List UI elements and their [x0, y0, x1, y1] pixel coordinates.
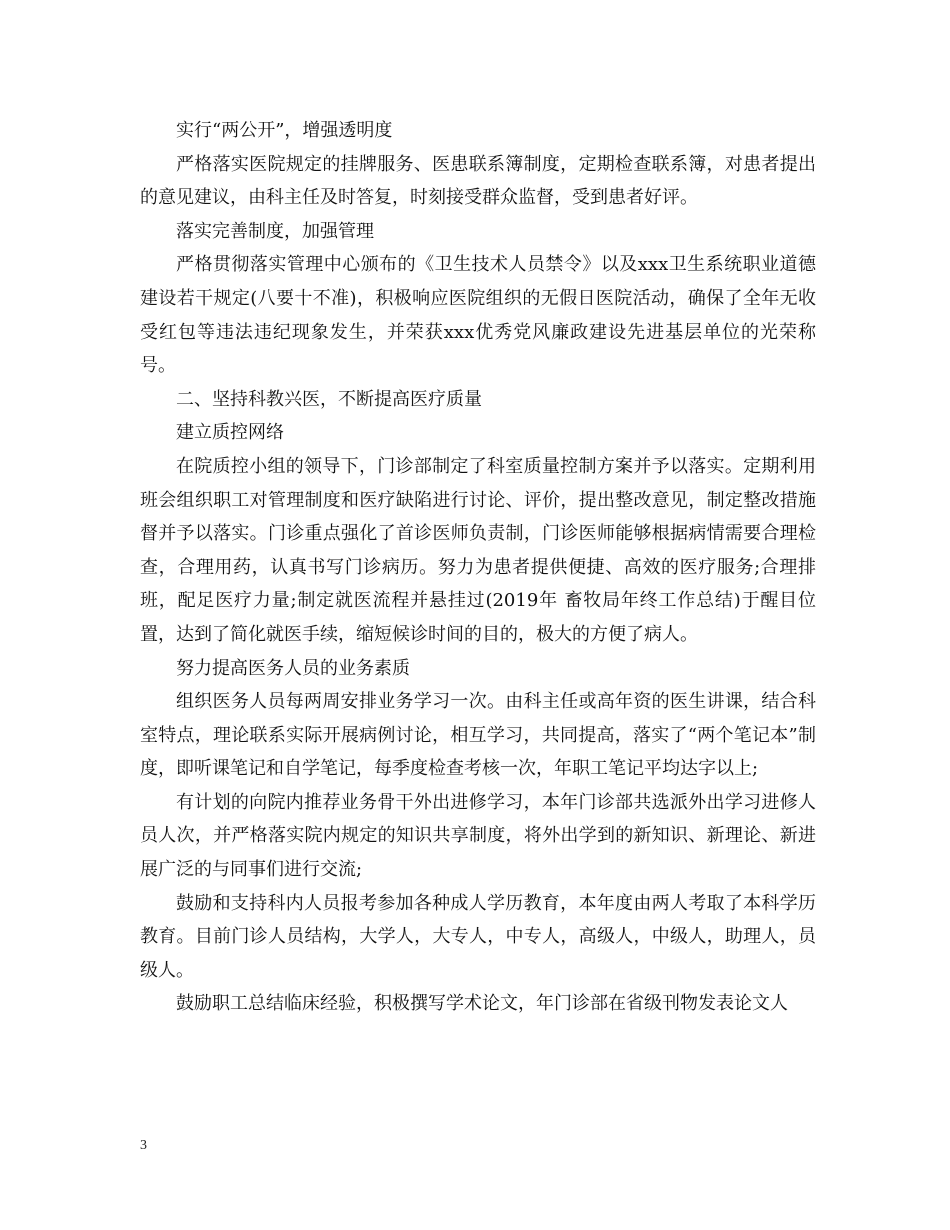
page-body	[140, 114, 816, 1021]
paragraph-academic-papers: 鼓励职工总结临床经验，积极撰写学术论文，年门诊部在省级刊物发表论文人	[176, 993, 788, 1015]
paragraph-adult-education: 鼓励和支持科内人员报考参加各种成人学历教育，本年度由两人考取了本科学历教育。目前门诊人员结构，大学人，大专人，中专人，高级人，中级人，助理人，员级人。	[140, 892, 816, 981]
paragraph-further-training: 有计划的向院内推荐业务骨干外出进修学习，本年门诊部共选派外出学习进修人员人次，并严格落实院内规定的知识共享制度，将外出学到的新知识、新理论、新进展广泛的与同事们进行交流;	[140, 791, 816, 881]
section-heading-staff-quality: 努力提高医务人员的业务素质	[176, 657, 410, 679]
section-heading-two-disclosures: 实行“两公开”，增强透明度	[176, 120, 393, 141]
paragraph-discipline-rules: 严格贯彻落实管理中心颁布的《卫生技术人员禁令》以及xxx卫生系统职业道德建设若干规定(八要十不准)，积极响应医院组织的无假日医院活动，确保了全年无收受红包等违法违纪现象发生，并荣获xxx优秀党风廉政建设先进基层单位的光荣称号。	[140, 254, 816, 377]
paragraph-listing-service: 严格落实医院规定的挂牌服务、医患联系簿制度，定期检查联系簿，对患者提出的意见建议，由科主任及时答复，时刻接受群众监督，受到患者好评。	[140, 153, 816, 209]
section-heading-quality-network: 建立质控网络	[176, 422, 284, 444]
section-heading-improve-system: 落实完善制度，加强管理	[176, 220, 374, 242]
paragraph-quality-control: 在院质控小组的领导下，门诊部制定了科室质量控制方案并予以落实。定期利用班会组织职工对管理制度和医疗缺陷进行讨论、评价，提出整改意见，制定整改措施督并予以落实。门诊重点强化了首诊医师负责制，门诊医师能够根据病情需要合理检查，合理用药，认真书写门诊病历。努力为患者提供便捷、高效的医疗服务;合理排班，配足医疗力量;制定就医流程并悬挂过(2019年 畜牧局年终工作总结)于醒目位置，达到了简化就医手续，缩短候诊时间的目的，极大的方便了病人。	[140, 455, 816, 645]
paragraph-business-study: 组织医务人员每两周安排业务学习一次。由科主任或高年资的医生讲课，结合科室特点，理论联系实际开展病例讨论，相互学习，共同提高，落实了“两个笔记本”制度，即听课笔记和自学笔记，每季度检查考核一次，年职工笔记平均达字以上;	[140, 691, 816, 780]
page-number: 3	[140, 1138, 147, 1153]
section-heading-science-education: 二、坚持科教兴医，不断提高医疗质量	[176, 388, 482, 410]
